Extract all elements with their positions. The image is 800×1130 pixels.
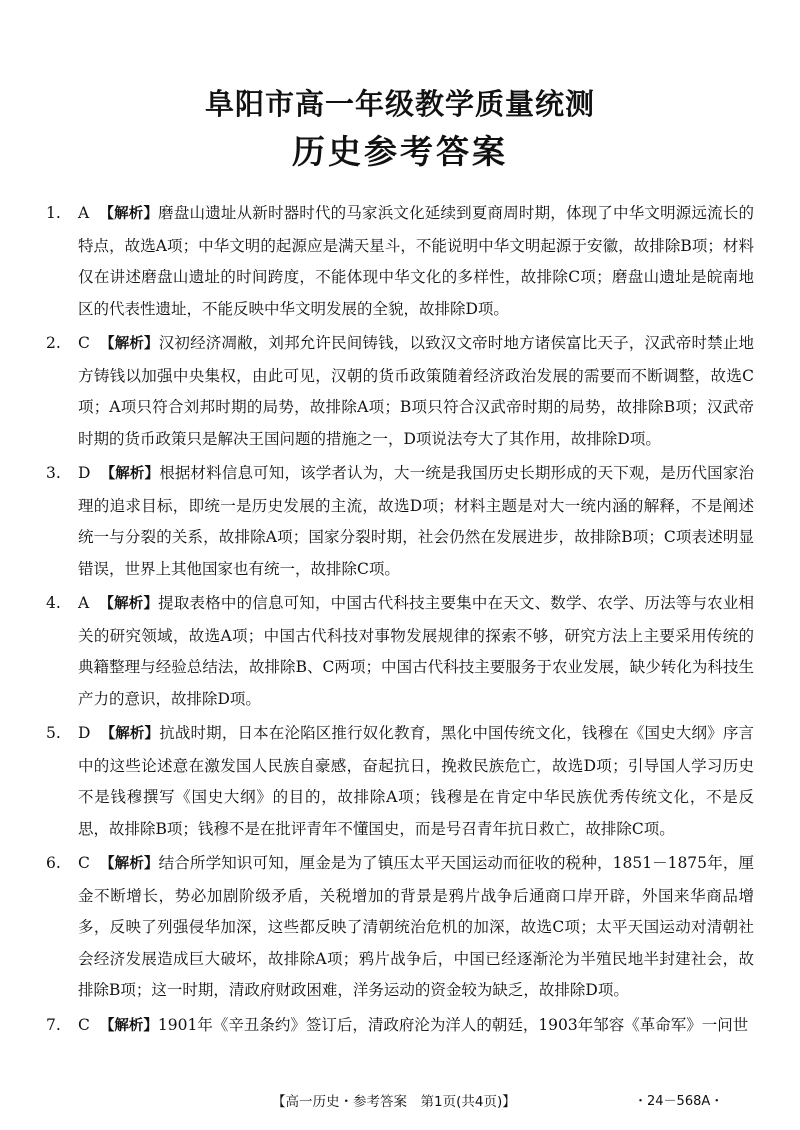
analysis-tag: 【解析】 [99,856,159,872]
answer-item-3 [46,458,754,585]
answer-item-1 [46,198,754,325]
item-answer: D [78,724,91,742]
answer-item-2 [46,328,754,455]
item-answer: C [78,854,90,872]
analysis-text: 提取表格中的信息可知，中国古代科技主要集中在天文、数学、农学、历法等与农业相关的研究领域，故选A项；中国古代科技对事物发展规律的探索不够，研究方法上主要采用传统的典籍整理与经验总结法，故排除B、C两项；中国古代科技主要服务于农业发展，缺少转化为科技生产力的意识，故排除D项。 [78,594,754,708]
item-number: 3. [46,464,61,482]
footer-code: ・24－568A・ [634,1094,724,1109]
analysis-text: 汉初经济凋敝，刘邦允许民间铸钱，以致汉文帝时地方诸侯富比天子，汉武帝时禁止地方铸钱以加强中央集权，由此可见，汉朝的货币政策随着经济政治发展的需要而不断调整，故选C项；A项只符合刘邦时期的局势，故排除A项；B项只符合汉武帝时期的局势，故排除B项；汉武帝时期的货币政策只是解决王国问题的措施之一，D项说法夸大了其作用，故排除D项。 [78,334,755,448]
analysis-text: 磨盘山遗址从新时器时代的马家浜文化延续到夏商周时期，体现了中华文明源远流长的特点，故选A项；中华文明的起源应是满天星斗，不能说明中华文明起源于安徽，故排除B项；材料仅在讲述磨盘山遗址的时间跨度，不能体现中华文化的多样性，故排除C项；磨盘山遗址是皖南地区的代表性遗址，不能反映中华文明发展的全貌，故排除D项。 [78,204,754,318]
item-answer: C [78,1015,90,1034]
item-number: 5. [46,724,61,742]
answer-item-5 [46,718,754,845]
item-number: 7. [46,1015,61,1034]
item-number: 4. [46,594,61,612]
analysis-tag: 【解析】 [99,206,159,222]
answer-list [46,198,754,1044]
analysis-tag: 【解析】 [99,336,159,352]
analysis-tag: 【解析】 [100,466,160,482]
answer-item-4 [46,588,754,715]
item-answer: A [78,594,90,612]
page-subtitle: 历史参考答案 [292,132,508,171]
item-number: 6. [46,854,61,872]
item-number: 2. [46,334,61,352]
analysis-tag: 【解析】 [99,1017,158,1034]
analysis-text: 根据材料信息可知，该学者认为，大一统是我国历史长期形成的天下观，是历代国家治理的追求目标，即统一是历史发展的主流，故选D项；材料主题是对大一统内涵的解释，不是阐述统一与分裂的关系，故排除A项；国家分裂时期，社会仍然在发展进步，故排除B项；C项表述明显错误，世界上其他国家也有统一，故排除C项。 [78,464,754,578]
answer-item-6 [46,848,754,1007]
analysis-text: 结合所学知识可知，厘金是为了镇压太平天国运动而征收的税种，1851－1875年，厘金不断增长，势必加剧阶级矛盾，关税增加的背景是鸦片战争后通商口岸开辟，外国来华商品增多，反映了列强侵华加深，这些都反映了清朝统治危机的加深，故选C项；太平天国运动对清朝社会经济发展造成巨大破坏，故排除A项；鸦片战争后，中国已经逐渐沦为半殖民地半封建社会，故排除B项；这一时期，清政府财政困难，洋务运动的资金较为缺乏，故排除D项。 [78,854,754,999]
analysis-text: 1901年《辛丑条约》签订后，清政府沦为洋人的朝廷，1903年邹容《革命军》一问世 [157,1015,749,1034]
item-answer: D [78,464,91,482]
analysis-tag: 【解析】 [99,596,159,612]
item-answer: A [78,204,90,222]
item-number: 1. [46,204,61,222]
analysis-text: 抗战时期，日本在沦陷区推行奴化教育，黑化中国传统文化，钱穆在《国史大纲》序言中的这些论述意在激发国人民族自豪感，奋起抗日，挽救民族危亡，故选D项；引导国人学习历史不是钱穆撰写《国史大纲》的目的，故排除A项；钱穆是在肯定中华民族优秀传统文化，不是反思，故排除B项；钱穆不是在批评青年不懂国史，而是号召青年抗日救亡，故排除C项。 [78,724,754,838]
answer-item-7 [46,1010,754,1041]
footer-page-info: 【高一历史・参考答案 第1页(共4页)】 [272,1094,516,1110]
analysis-tag: 【解析】 [100,726,160,742]
item-answer: C [78,334,90,352]
page-title: 阜阳市高一年级教学质量统测 [204,87,595,121]
